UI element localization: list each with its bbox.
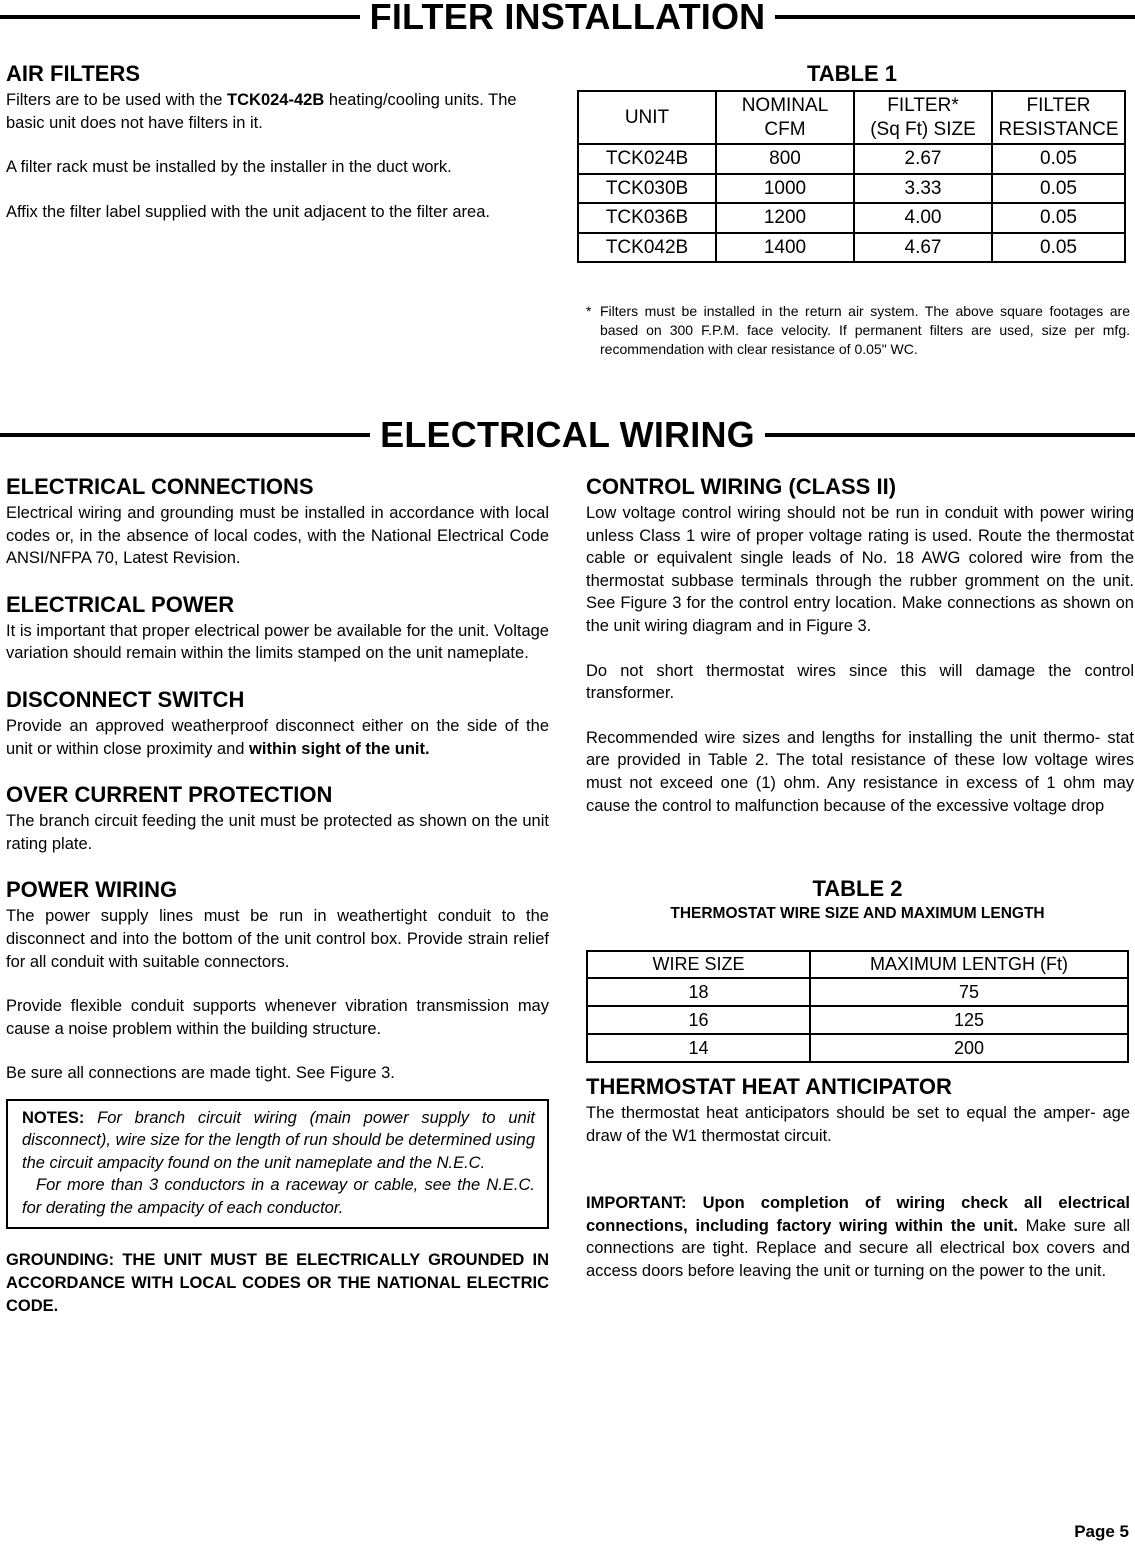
table1-footnote: Filters must be installed in the return air system. The above square footages are based on 300 F.P.M. face velocity. If permanent filters are used, size per mfg. recommendation with clear resistance of 0.05" WC. <box>600 303 1130 357</box>
table-cell: TCK024B <box>578 144 716 174</box>
power-wiring-p1: The power supply lines must be run in weathertight conduit to the disconnect and into the bottom of the unit control box. Provide strain relief for all conduit with suitable connectors. <box>6 907 549 971</box>
table2-header-max-length: MAXIMUM LENTGH (Ft) <box>810 951 1128 978</box>
table1-header-filter2: FILTER <box>1026 94 1091 116</box>
table-cell: 0.05 <box>992 233 1125 262</box>
table2-header-row <box>587 951 1128 978</box>
filter-installation-title: FILTER INSTALLATION <box>369 0 766 37</box>
table-row <box>587 1006 1128 1034</box>
table-cell: 18 <box>587 978 810 1006</box>
left-column <box>6 474 549 1318</box>
air-filters-p1 <box>6 89 551 134</box>
table-row <box>587 1034 1128 1062</box>
disconnect-text-plain: Provide an approved weatherproof disconnect either on the side of the unit or within close proximity and <box>6 716 549 758</box>
table1-header-cell <box>716 91 854 144</box>
table1-header-cell <box>578 91 716 144</box>
electrical-wiring-banner <box>0 414 1135 455</box>
control-wiring-p3: Recommended wire sizes and lengths for installing the unit thermo- stat are provided in Table 2. The total resistance of these low voltage wires must not exceed one (1) ohm. Any resistance in excess of 1 ohm may cause the control to malfunction because of the excessive voltage drop <box>586 728 1134 815</box>
electrical-wiring-title: ELECTRICAL WIRING <box>380 414 755 455</box>
notes-n1-text: For branch circuit wiring (main power supply to unit disconnect), wire size for the length of run should be determined using the circuit ampacity found on the unit nameplate and the N.E.C. <box>22 1108 535 1172</box>
table2 <box>586 950 1129 1063</box>
table-cell: 200 <box>810 1034 1128 1062</box>
disconnect-text-bold: within sight of the unit. <box>249 739 430 758</box>
table-row <box>578 203 1125 233</box>
table-cell: 800 <box>716 144 854 174</box>
table1-header-size: (Sq Ft) SIZE <box>870 118 976 140</box>
electrical-power-text: It is important that proper electrical power be available for the unit. Voltage variation should remain within the limits stamped on the unit nameplate. <box>6 621 549 663</box>
table-cell: TCK042B <box>578 233 716 262</box>
table1-header-unit: UNIT <box>624 106 670 128</box>
air-filters-p2: A filter rack must be installed by the installer in the duct work. <box>6 158 452 177</box>
page-number: Page 5 <box>1074 1522 1129 1541</box>
table-cell: 0.05 <box>992 174 1125 203</box>
notes-n2-text: For more than 3 conductors in a raceway or cable, see the N.E.C. for derating the ampacity of each conductor. <box>22 1176 535 1217</box>
table2-subtitle: THERMOSTAT WIRE SIZE AND MAXIMUM LENGTH <box>670 905 1045 922</box>
table1 <box>577 90 1126 263</box>
table-cell: 4.00 <box>854 203 992 233</box>
control-wiring-p1: Low voltage control wiring should not be run in conduit with power wiring unless Class 1 wire of proper voltage rating is used. Route the thermostat cable or equivalent single leads of No. 18 AWG colored wire from the thermostat subbase terminals through the rubber gromment on the unit. See Figure 3 for the control entry location. Make connections as shown on the unit wiring diagram and in Figure 3. <box>586 504 1134 635</box>
over-current-text: The branch circuit feeding the unit must be protected as shown on the unit rating plate. <box>6 812 549 853</box>
table-cell: 125 <box>810 1006 1128 1034</box>
important-bold-text: IMPORTANT: Upon completion of wiring check all electrical connections, including factory wiring within the unit. <box>586 1194 1130 1235</box>
power-wiring-heading: POWER WIRING <box>6 877 178 903</box>
table-cell: 75 <box>810 978 1128 1006</box>
table-cell: 1200 <box>716 203 854 233</box>
air-filters-p1-text-after: heating/cooling units. The basic unit does not have filters in it. <box>6 91 517 132</box>
important-notice <box>586 1192 1130 1282</box>
notes-box <box>6 1099 549 1229</box>
table-row <box>587 978 1128 1006</box>
air-filters-p3: Affix the filter label supplied with the unit adjacent to the filter area. <box>6 202 490 221</box>
filter-installation-banner <box>0 0 1135 37</box>
table-cell: 3.33 <box>854 174 992 203</box>
electrical-power-heading: ELECTRICAL POWER <box>6 591 235 617</box>
over-current-heading: OVER CURRENT PROTECTION <box>6 782 333 808</box>
table-cell: 0.05 <box>992 203 1125 233</box>
control-wiring-heading: CONTROL WIRING (CLASS II) <box>586 474 897 499</box>
anticipator-section <box>586 1074 1130 1147</box>
anticipator-text: The thermostat heat anticipators should be set to equal the amper- age draw of the W1 thermostat circuit. <box>586 1104 1130 1145</box>
notes-n2 <box>22 1174 535 1219</box>
control-wiring-p2: Do not short thermostat wires since this will damage the control transformer. <box>586 661 1134 703</box>
table-cell: 0.05 <box>992 144 1125 174</box>
banner-rule-right <box>775 15 1135 19</box>
table-cell: 4.67 <box>854 233 992 262</box>
table1-header-nominal: NOMINAL <box>741 94 829 116</box>
table1-header-cell <box>854 91 992 144</box>
table-cell: 1400 <box>716 233 854 262</box>
table2-caption: TABLE 2 <box>812 876 903 901</box>
notes-n1 <box>22 1107 535 1174</box>
table-cell: 14 <box>587 1034 810 1062</box>
table2-header-wire-size: WIRE SIZE <box>587 951 810 978</box>
important-text: Make sure all connections are tight. Replace and secure all electrical box covers and access doors before leaving the unit or turning on the power to the unit. <box>586 1216 1130 1280</box>
electrical-connections-heading: ELECTRICAL CONNECTIONS <box>6 474 314 499</box>
power-wiring-p2: Provide flexible conduit supports whenever vibration transmission may cause a noise problem within the building structure. <box>6 997 549 1038</box>
table-row <box>578 233 1125 262</box>
table1-header-filter: FILTER* <box>887 94 959 116</box>
table1-header-cfm: CFM <box>764 118 806 140</box>
table1-header-resistance: RESISTANCE <box>998 118 1119 140</box>
table-cell: TCK030B <box>578 174 716 203</box>
anticipator-heading: THERMOSTAT HEAT ANTICIPATOR <box>586 1074 952 1099</box>
table-cell: 1000 <box>716 174 854 203</box>
table1-header-cell <box>992 91 1125 144</box>
table-row <box>578 174 1125 203</box>
banner-rule-left <box>0 15 360 19</box>
banner-rule-right <box>765 433 1135 437</box>
air-filters-heading: AIR FILTERS <box>6 61 141 86</box>
banner-rule-left <box>0 433 370 437</box>
electrical-connections-text: Electrical wiring and grounding must be installed in accordance with local codes or, in the absence of local codes, with the National Electrical Code ANSI/NFPA 70, Latest Revision. <box>6 504 549 568</box>
disconnect-switch-heading: DISCONNECT SWITCH <box>6 686 245 712</box>
table1-footnote-mark: * <box>586 303 592 319</box>
table-cell: TCK036B <box>578 203 716 233</box>
table-row <box>578 144 1125 174</box>
table1-header-row <box>578 91 1125 144</box>
power-wiring-p3: Be sure all connections are made tight. See Figure 3. <box>6 1064 395 1083</box>
model-range: TCK024-42B <box>227 91 325 109</box>
table1-caption: TABLE 1 <box>806 61 898 86</box>
grounding-warning: GROUNDING: THE UNIT MUST BE ELECTRICALLY GROUNDED IN ACCORDANCE WITH LOCAL CODES OR THE NATIONAL ELECTRIC CODE. <box>6 1250 549 1315</box>
disconnect-switch-text <box>6 715 549 760</box>
air-filters-section <box>6 61 551 223</box>
air-filters-p1-text: Filters are to be used with the <box>6 91 228 109</box>
notes-label: NOTES: <box>22 1108 85 1127</box>
right-column <box>586 474 1134 817</box>
table-cell: 16 <box>587 1006 810 1034</box>
table-cell: 2.67 <box>854 144 992 174</box>
